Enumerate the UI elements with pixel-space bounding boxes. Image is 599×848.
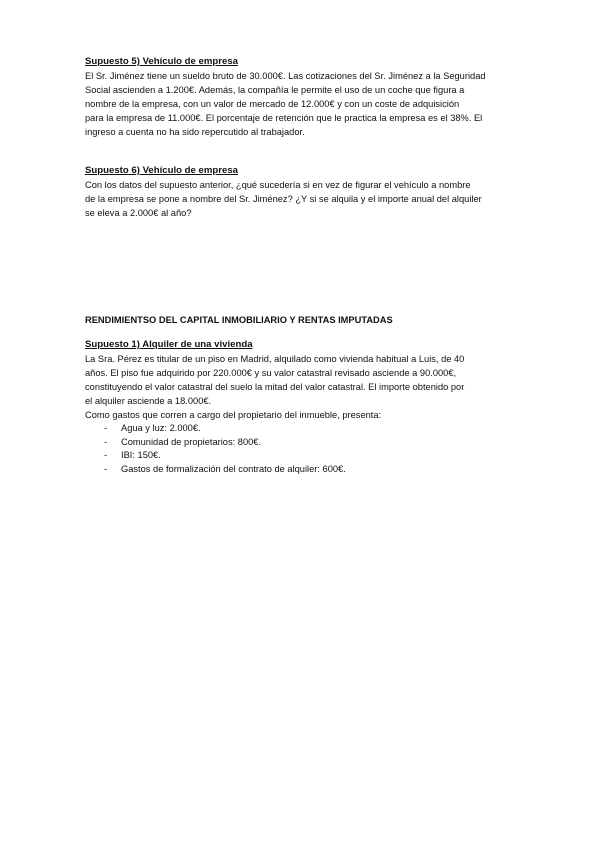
paragraph-line: el alquiler asciende a 18.000€. xyxy=(85,396,212,406)
list-item xyxy=(85,422,525,436)
expense-list xyxy=(85,422,525,476)
paragraph-line: Con los datos del supuesto anterior, ¿qué sucedería si en vez de figurar el vehículo a nombre xyxy=(85,180,471,190)
list-item-text: Agua y luz: 2.000€. xyxy=(121,423,201,433)
paragraph-line: nombre de la empresa, con un valor de mercado de 12.000€ y con un coste de adquisición xyxy=(85,99,460,109)
section-title: RENDIMIENTSO DEL CAPITAL INMOBILIARIO Y RENTAS IMPUTADAS xyxy=(85,315,393,325)
supuesto-5-heading: Supuesto 5) Vehículo de empresa xyxy=(85,56,239,67)
supuesto-1-heading: Supuesto 1) Alquiler de una vivienda xyxy=(85,339,253,350)
paragraph-line: para la empresa de 11.000€. El porcentaje de retención que le practica la empresa es el 38%. El xyxy=(85,113,483,123)
supuesto-5-block xyxy=(85,55,525,139)
list-item xyxy=(85,436,525,450)
supuesto-1-block xyxy=(85,338,525,476)
list-item-text: Comunidad de propietarios: 800€. xyxy=(121,436,262,447)
paragraph-line: constituyendo el valor catastral del suelo la mitad del valor catastral. El importe obtenido por xyxy=(85,382,465,392)
list-item xyxy=(85,463,525,477)
paragraph-line: de la empresa se pone a nombre del Sr. Jiménez? ¿Y si se alquila y el importe anual del alquiler xyxy=(85,194,482,204)
bullet-dash: - xyxy=(104,436,108,447)
paragraph-line: La Sra. Pérez es titular de un piso en Madrid, alquilado como vivienda habitual a Luis, de 40 xyxy=(85,354,465,364)
paragraph-line: Social ascienden a 1.200€. Además, la compañía le permite el uso de un coche que figura a xyxy=(85,85,465,95)
bullet-dash: - xyxy=(104,450,108,460)
paragraph-line: ingreso a cuenta no ha sido repercutido al trabajador. xyxy=(85,127,305,137)
paragraph-line: años. El piso fue adquirido por 220.000€ y su valor catastral revisado asciende a 90.000€, xyxy=(85,368,457,378)
supuesto-6-heading: Supuesto 6) Vehículo de empresa xyxy=(85,165,239,176)
bullet-dash: - xyxy=(104,423,108,433)
paragraph-line: El Sr. Jiménez tiene un sueldo bruto de 30.000€. Las cotizaciones del Sr. Jiménez a la Seguridad xyxy=(85,71,486,81)
bullet-dash: - xyxy=(104,463,108,474)
paragraph-line: Como gastos que corren a cargo del propietario del inmueble, presenta: xyxy=(85,410,382,420)
list-item xyxy=(85,449,525,463)
supuesto-6-block xyxy=(85,164,525,220)
section-header-block xyxy=(85,313,525,327)
paragraph-line: se eleva a 2.000€ al año? xyxy=(85,208,192,218)
list-item-text: IBI: 150€. xyxy=(121,450,161,460)
list-item-text: Gastos de formalización del contrato de alquiler: 600€. xyxy=(121,463,346,474)
